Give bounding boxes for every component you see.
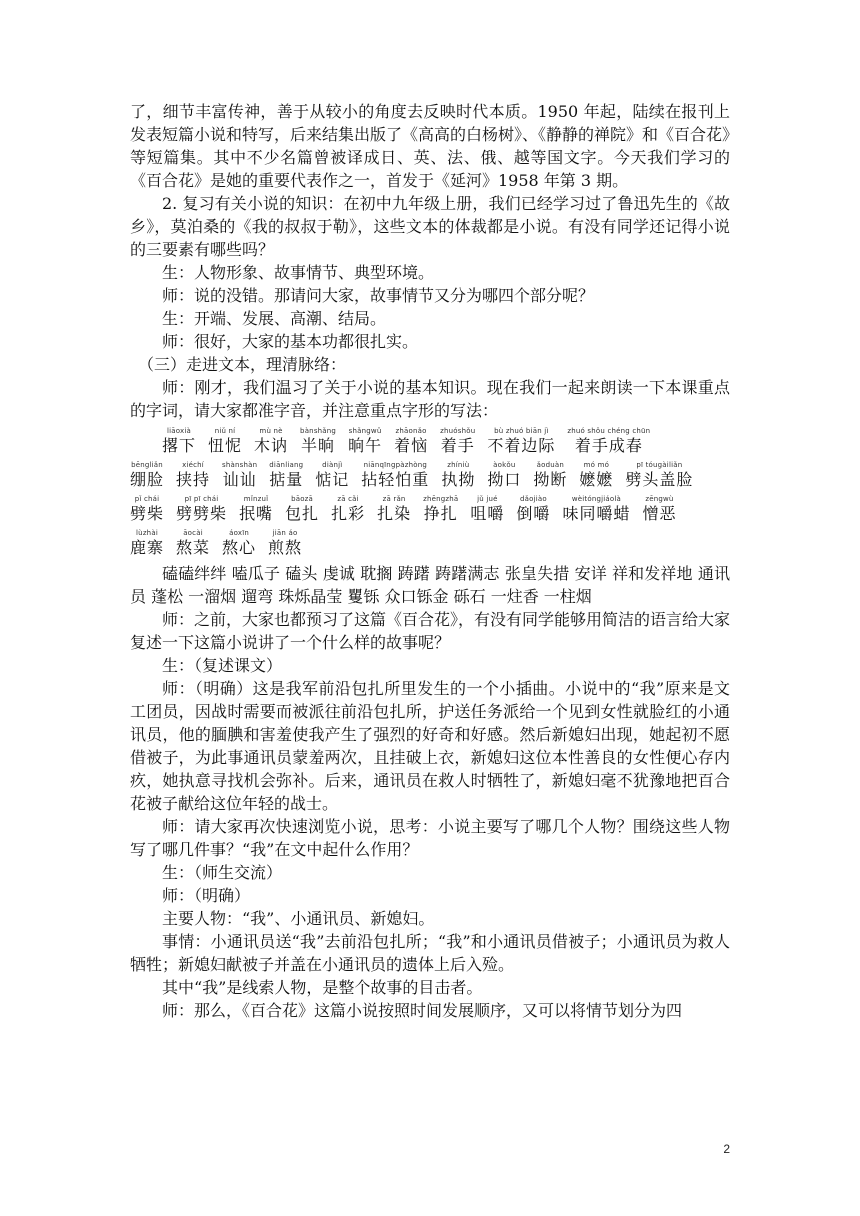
vocab-word (361, 460, 429, 490)
vocab-word (222, 528, 256, 558)
vocab-characters: 掂量 (269, 470, 304, 489)
vocab-characters: 着手成春 (574, 436, 643, 455)
vocab-word (516, 494, 550, 524)
vocab-characters: 鹿寨 (130, 538, 165, 557)
paragraph: 师：刚才，我们温习了关于小说的基本知识。现在我们一起来朗读一下本课重点的字词，请大家都准字音，并注意重点字形的写法： (130, 378, 730, 420)
vocab-word (423, 494, 458, 524)
vocab-characters: 熬菜 (176, 538, 211, 557)
vocab-characters: 扎染 (377, 504, 412, 523)
vocab-characters: 憎恶 (642, 504, 677, 523)
body-text (130, 100, 730, 1022)
pinyin-row (130, 528, 730, 558)
vocab-characters: 劈头盖脸 (625, 470, 694, 489)
pinyin-annotation: niānqīngpàzhòng (363, 461, 427, 469)
pinyin-annotation: āocài (183, 529, 203, 537)
vocab-word (642, 494, 676, 524)
vocab-characters: 抿嘴 (239, 504, 274, 523)
pinyin-annotation: zēngwù (645, 495, 674, 503)
paragraph: 生：开端、发展、高潮、结局。 (162, 309, 387, 328)
paragraphs-bottom (130, 562, 730, 1022)
pinyin-annotation: bànshǎng (300, 427, 337, 435)
pinyin-annotation: dǎojiào (519, 495, 547, 503)
vocab-word (130, 460, 164, 490)
paragraph: 师：请大家再次快速浏览小说，思考：小说主要写了哪几个人物？围绕这些人物写了哪几件事？“我”在文中起什么作用？ (130, 817, 730, 859)
paragraph: 师：（明确） (162, 886, 251, 905)
vocab-word (562, 494, 630, 524)
paragraph: 生：（师生交流） (162, 863, 283, 882)
vocab-characters: 煎熬 (268, 538, 303, 557)
paragraph: 事情：小通讯员送“我”去前沿包扎所；“我”和小通讯员借被子；小通讯员为救人牺牲；新媳妇献被子并盖在小通讯员的遗体上后入殓。 (130, 932, 730, 974)
vocab-characters: 倒嚼 (516, 504, 551, 523)
vocab-characters: 不着边际 (487, 436, 556, 455)
paragraph: 其中“我”是线索人物，是整个故事的目击者。 (162, 978, 483, 997)
pinyin-annotation: wèitóngjiáolà (571, 495, 622, 503)
vocab-characters: 嬷嬷 (579, 470, 614, 489)
vocab-characters: 撂下 (162, 436, 197, 455)
vocab-characters: 着手 (440, 436, 475, 455)
vocab-characters: 着恼 (394, 436, 429, 455)
paragraph: 主要人物：“我”、小通讯员、新媳妇。 (162, 909, 435, 928)
vocab-characters: 咀嚼 (470, 504, 505, 523)
pinyin-annotation: shǎngwǔ (348, 427, 382, 435)
pinyin-annotation: zhuó shǒu chéng chūn (567, 427, 651, 435)
vocab-word (269, 460, 303, 490)
pinyin-annotation: áoxīn (229, 529, 249, 537)
vocab-word (239, 494, 273, 524)
pinyin-annotation: mù nè (259, 427, 283, 435)
vocab-characters: 拈轻怕重 (361, 470, 430, 489)
vocab-characters: 惦记 (315, 470, 350, 489)
vocab-characters: 味同嚼蜡 (562, 504, 631, 523)
vocab-characters: 半晌 (301, 436, 336, 455)
vocab-characters: 挟持 (176, 470, 211, 489)
pinyin-annotation: xiéchí (182, 461, 204, 469)
vocab-word (579, 460, 613, 490)
pinyin-annotation: zhíniù (447, 461, 470, 469)
paragraph: 生：人物形象、故事情节、典型环境。 (162, 263, 435, 282)
pinyin-annotation: bēngliǎn (131, 461, 163, 469)
vocab-word (470, 494, 504, 524)
pinyin-row (130, 460, 730, 490)
vocab-word (222, 460, 257, 490)
vocab-characters: 拗口 (487, 470, 522, 489)
paragraph: 师：（明确）这是我军前沿包扎所里发生的一个小插曲。小说中的“我”原来是文工团员，因战时需要而被派往前沿包扎所，护送任务派给一个见到女性就脸红的小通讯员，他的腼腆和害羞使我产生了强烈的好奇和好感。然后新媳妇出现，她起初不愿借被子，为此事通讯员蒙羞两次，且挂破上衣，新媳妇这位本性善良的女性便心存内疚，她执意寻找机会弥补。后来，通讯员在救人时牺牲了，新媳妇毫不犹豫地把百合花被子献给这位年轻的战士。 (130, 679, 730, 813)
vocab-word (285, 494, 319, 524)
pinyin-annotation: pǐ chái (134, 495, 160, 503)
page-number: 2 (723, 1142, 730, 1156)
vocab-word (268, 528, 302, 558)
vocab-characters: 劈劈柴 (176, 504, 228, 523)
pinyin-annotation: diànjì (322, 461, 343, 469)
vocab-word (440, 426, 475, 456)
vocab-characters: 晌午 (348, 436, 383, 455)
pinyin-annotation: zā cǎi (337, 495, 359, 503)
vocab-characters: 拗断 (533, 470, 568, 489)
vocab-word (487, 460, 521, 490)
pinyin-annotation: diānliang (269, 461, 304, 469)
pinyin-annotation: mǐnzuǐ (243, 495, 269, 503)
pinyin-annotation: liāoxià (166, 427, 192, 435)
paragraph: 了，细节丰富传神，善于从较小的角度去反映时代本质。1950 年起，陆续在报刊上发表短篇小说和特写，后来结集出版了《高高的白杨树》、《静静的禅院》和《百合花》等短篇集。其中不少名篇曾被译成日、英、法、俄、越等国文字。今天我们学习的《百合花》是她的重要代表作之一，首发于《延河》1958 年第 3 期。 (130, 102, 731, 190)
paragraph: 师：说的没错。那请问大家，故事情节又分为哪四个部分呢？ (162, 286, 595, 305)
pinyin-annotation: bāozā (291, 495, 314, 503)
pinyin-annotation: zhāonǎo (395, 427, 427, 435)
vocab-characters: 执拗 (441, 470, 476, 489)
vocab-characters: 木讷 (254, 436, 289, 455)
pinyin-annotation: niǔ ní (214, 427, 236, 435)
vocab-word (208, 426, 242, 456)
paragraph: 师：那么，《百合花》这篇小说按照时间发展顺序，又可以将情节划分为四 (162, 1001, 683, 1020)
vocab-word (130, 528, 164, 558)
vocab-characters: 讪讪 (222, 470, 257, 489)
pinyin-annotation: zā rǎn (382, 495, 406, 503)
pinyin-annotation: àokǒu (493, 461, 516, 469)
paragraph: （三）走进文本，理清脉络： (138, 355, 347, 374)
vocab-characters: 包扎 (285, 504, 320, 523)
paragraph: 生：（复述课文） (162, 656, 283, 675)
vocab-characters: 忸怩 (208, 436, 243, 455)
vocab-word (176, 460, 210, 490)
vocab-characters: 扎彩 (331, 504, 366, 523)
pinyin-annotation: zhuóshǒu (440, 427, 476, 435)
paragraph: 2. 复习有关小说的知识：在初中九年级上册，我们已经学习过了鲁迅先生的《故乡》，莫泊桑的《我的叔叔于勒》，这些文本的体裁都是小说。有没有同学还记得小说的三要素有哪些吗？ (130, 194, 730, 259)
vocab-characters: 绷脸 (130, 470, 165, 489)
vocab-word (300, 426, 336, 456)
pinyin-row (130, 426, 730, 456)
vocab-word (176, 494, 227, 524)
vocab-word (130, 494, 164, 524)
pinyin-annotation: ǎoduàn (536, 461, 565, 469)
vocab-characters: 熬心 (222, 538, 257, 557)
vocab-word (625, 460, 693, 490)
pinyin-annotation: mó mó (583, 461, 610, 469)
paragraphs-top (130, 100, 730, 422)
pinyin-annotation: shànshàn (222, 461, 258, 469)
vocab-characters: 劈柴 (130, 504, 165, 523)
vocab-word (162, 426, 196, 456)
paragraph: 磕磕绊绊 嗑瓜子 磕头 虔诚 耽搁 踌躇 踌躇满志 张皇失措 安详 祥和发祥地 通讯员 蓬松 一溜烟 遛弯 珠烁晶莹 矍铄 众口铄金 砾石 一炷香 一柱烟 (130, 564, 730, 606)
vocab-characters: 挣扎 (423, 504, 458, 523)
paragraph: 师：很好，大家的基本功都很扎实。 (162, 332, 419, 351)
vocab-word (348, 426, 382, 456)
pinyin-annotation: pī tóugàiliǎn (636, 461, 683, 469)
vocab-word (377, 494, 411, 524)
pinyin-annotation: jǔ jué (477, 495, 498, 503)
vocab-word (176, 528, 210, 558)
pinyin-annotation: bù zhuó biān jì (494, 427, 549, 435)
pinyin-annotation: pī pī chái (184, 495, 219, 503)
vocabulary-pinyin-block (130, 426, 730, 558)
pinyin-annotation: lùzhài (136, 529, 158, 537)
vocab-word (254, 426, 288, 456)
pinyin-annotation: jiān áo (272, 529, 298, 537)
vocab-word (533, 460, 567, 490)
pinyin-row (130, 494, 730, 524)
pinyin-annotation: zhēngzhā (423, 495, 459, 503)
vocab-word (487, 426, 555, 456)
vocab-word (315, 460, 349, 490)
vocab-word (331, 494, 365, 524)
vocab-word (441, 460, 475, 490)
vocab-word (394, 426, 428, 456)
vocab-word (567, 426, 650, 456)
paragraph: 师：之前，大家也都预习了这篇《百合花》，有没有同学能够用简洁的语言给大家复述一下这篇小说讲了一个什么样的故事呢？ (130, 610, 731, 652)
